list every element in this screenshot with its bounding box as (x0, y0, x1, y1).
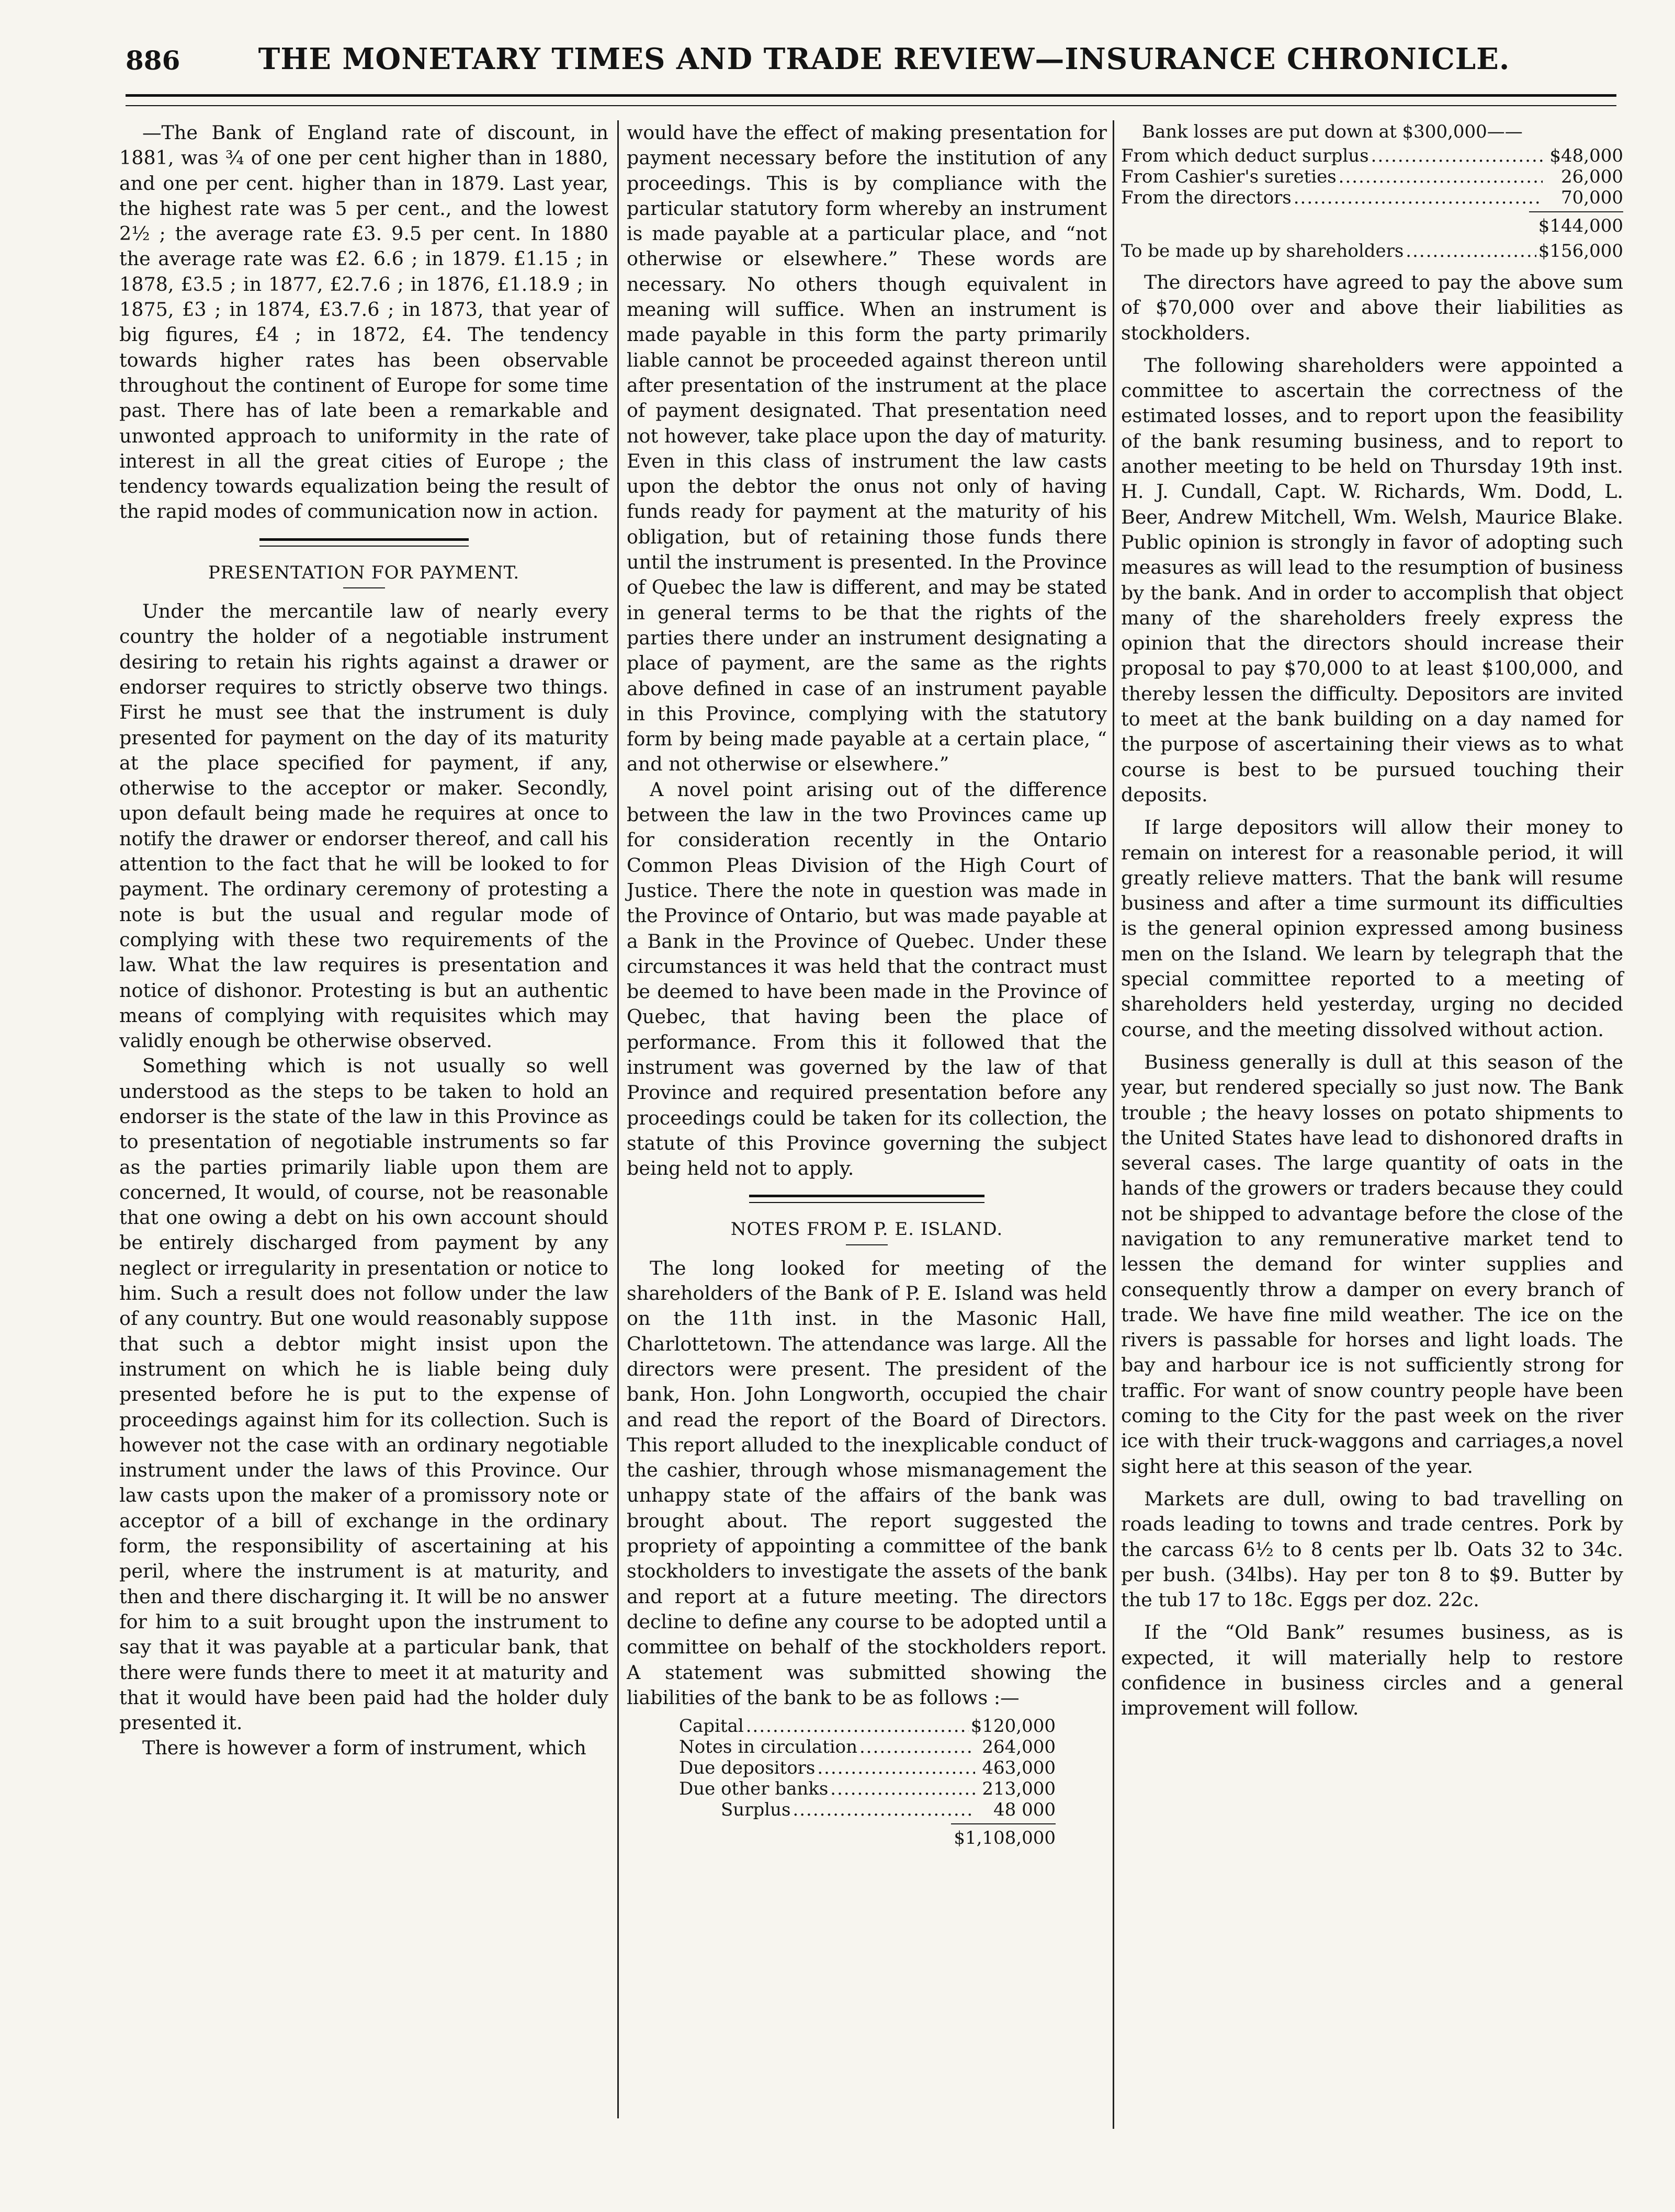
ledger-amount: $48,000 (1549, 145, 1623, 166)
ledger-label: From which deduct surplus (1121, 145, 1369, 166)
ledger-row (658, 1799, 1056, 1820)
ledger-amount: 463,000 (982, 1757, 1056, 1779)
liabilities-table (658, 1716, 1056, 1850)
ledger-label: Due depositors (679, 1757, 816, 1779)
ledger-row (658, 1716, 1056, 1737)
article-paragraph: A novel point arising out of the difference between the law in the two Provinces came up for consideration recently in the Ontario Common Pleas Division of the High Court of Justice. There the note in question was made in the Province of Ontario, but was made payable at a Bank in the Province of Quebec. Under these circumstances it was held that the contract must be deemed to have been made in the Province of Quebec, that having been the place of performance. From this it followed that the instrument was governed by the law of that Province and required presentation before any proceedings could be taken for its collection, the statute of this Province governing the subject being held not to apply. (627, 778, 1107, 1180)
heading-rule (343, 587, 385, 588)
ledger-label: Capital (679, 1716, 744, 1737)
article-paragraph: If the “Old Bank” resumes business, as is expected, it will materially help to restore confidence in business circles and a general improvement will follow. (1121, 1621, 1623, 1720)
ledger-amount: 70,000 (1561, 187, 1623, 208)
column-middle (627, 120, 1107, 1850)
article-paragraph: Something which is not usually so well understood as the steps to be taken to hold an endorser is the state of the law in this Province as to presentation of negotiable instruments so far as the parties primarily liable upon them are concerned, It would, of course, not be reasonable that one owing a debt on his own account should be entirely discharged from payment by any neglect or irregularity in presentation or notice to him. Such a result does not follow under the law of any country. But one would reasonably suppose that such a debtor might insist upon the instrument on which he is liable being duly presented before he is put to the expense of proceedings against him for its collection. Such is however not the case with an ordinary negotiable instrument under the laws of this Province. Our law casts upon the maker of a promissory note or acceptor of a bill of exchange in the ordinary form, the responsibility of ascertaining at his peril, where the instrument is at maturity, and then and there discharging it. It will be no answer for him to a suit brought upon the instrument to say that it was payable at a particular bank, that there were funds there to meet it at maturity and that it would have been paid had the holder duly presented it. (119, 1054, 608, 1734)
column-divider (1113, 120, 1114, 2129)
ledger-row (658, 1757, 1056, 1778)
section-heading: NOTES FROM P. E. ISLAND. (730, 1219, 1003, 1240)
ledger-label: From the directors (1121, 187, 1292, 208)
ledger-row (658, 1778, 1056, 1799)
article-paragraph: The long looked for meeting of the shareholders of the Bank of P. E. Island was held on the 11th inst. in the Masonic Hall, Charlottetown. The attendance was large. All the directors were present. The president of the bank, Hon. John Longworth, occupied the chair and read the report of the Board of Directors. This report alluded to the inexplicable conduct of the cashier, through whose mismanagement the unhappy state of the affairs of the bank was brought about. The report suggested the propriety of appointing a committee of the bank stockholders to investigate the assets of the bank and report at a future meeting. The directors decline to define any course to be adopted until a committee on behalf of the stockholders report. A statement was submitted showing the liabilities of the bank to be as follows :— (627, 1256, 1107, 1709)
page-header (126, 42, 1559, 99)
ledger-label: To be made up by shareholders (1121, 241, 1404, 262)
ledger-amount: $156,000 (1538, 241, 1623, 262)
section-rule (259, 538, 469, 547)
ledger-label: Surplus (721, 1799, 791, 1821)
column-right (1121, 120, 1623, 1721)
header-rule (126, 94, 1616, 106)
bank-of-england-paragraph: —The Bank of England rate of discount, in 1881, was ¾ of one per cent higher than in 1880, and one per cent. higher than in 1879. Last year, the highest rate was 5 per cent., and the lowest 2½ ; the average rate £3. 9.5 per cent. In 1880 the average rate was £2. 6.6 ; in 1879. £1.15 ; in 1878, £3.5 ; in 1877, £2.7.6 ; in 1876, £1.18.9 ; in 1875, £3 ; in 1874, £3.7.6 ; in 1873, that year of big figures, £4 ; in 1872, £4. The tendency towards higher rates has been observable throughout the continent of Europe for some time past. There has of late been a remarkable and unwonted approach to uniformity in the rate of interest in all the great cities of Europe ; the tendency towards equalization being the result of the rapid modes of communication now in action. (119, 121, 608, 523)
bank-losses-line: Bank losses are put down at $300,000—— (1142, 121, 1523, 142)
article-paragraph: The following shareholders were appointed a committee to ascertain the correctness of the estimated losses, and to report upon the feasibility of the bank resuming business, and to report to another meeting to be held on Thursday 19th inst. H. J. Cundall, Capt. W. Richards, Wm. Dodd, L. Beer, Andrew Mitchell, Wm. Welsh, Maurice Blake. Public opinion is strongly in favor of adopting such measures as will lead to the resumption of business by the bank. And in order to accomplish that object many of the shareholders freely express the opinion that the directors should increase their proposal to pay $70,000 to at least $100,000, and thereby lessen the difficulty. Depositors are invited to meet at the bank building on a day named for the purpose of ascertaining their views as to what course is best to be pursued touching their deposits. (1121, 354, 1623, 806)
section-rule (749, 1195, 984, 1203)
article-paragraph: The directors have agreed to pay the above sum of $70,000 over and above their liabilities as stockholders. (1121, 271, 1623, 344)
column-left (119, 120, 608, 1761)
liabilities-total: $1,108,000 (954, 1828, 1056, 1849)
deductions-total: $144,000 (1538, 215, 1623, 236)
sum-rule (951, 1823, 1056, 1824)
ledger-label: From Cashier's sureties (1121, 166, 1337, 187)
ledger-amount: 264,000 (982, 1737, 1056, 1758)
ledger-amount: $120,000 (970, 1716, 1056, 1737)
deductions-table (1121, 145, 1623, 262)
article-paragraph: There is however a form of instrument, which (142, 1737, 586, 1760)
article-paragraph: If large depositors will allow their money to remain on interest for a reasonable period, it will greatly relieve matters. That the bank will resume business and after a time surmount its difficulties is the general opinion expressed among business men on the Island. We learn by telegraph that the special committee reported to a meeting of shareholders held yesterday, urging no decided course, and the meeting dissolved without action. (1121, 816, 1623, 1041)
article-paragraph: Under the mercantile law of nearly every country the holder of a negotiable instrument desiring to retain his rights against a drawer or endorser requires to strictly observe two things. First he must see that the instrument is duly presented for payment on the day of its maturity at the place specified for payment, if any, otherwise to the acceptor or maker. Secondly, upon default being made he requires at once to notify the drawer or endorser thereof, and call his attention to the fact that he will be looked to for payment. The ordinary ceremony of protesting a note is but the usual and regular mode of complying with these two requirements of the law. What the law requires is presentation and notice of dishonor. Protesting is but an authentic means of complying with requisites which may validly enough be otherwise observed. (119, 600, 608, 1052)
page-number: 886 (126, 45, 180, 76)
ledger-row (1121, 241, 1623, 262)
ledger-row (658, 1737, 1056, 1757)
ledger-label: Notes in circulation (679, 1737, 857, 1758)
column-divider (617, 120, 619, 2118)
ledger-amount: 48 000 (993, 1799, 1056, 1821)
running-title: THE MONETARY TIMES AND TRADE REVIEW—INSURANCE CHRONICLE. (258, 42, 1510, 76)
article-paragraph: Markets are dull, owing to bad travelling on roads leading to towns and trade centres. Pork by the carcass 6½ to 8 cents per lb. Oats 32 to 34c. per bush. (34lbs). Hay per ton 8 to $9. Butter by the tub 17 to 18c. Eggs per doz. 22c. (1121, 1487, 1623, 1612)
sum-rule (1529, 211, 1623, 212)
ledger-label: Due other banks (679, 1778, 829, 1800)
ledger-amount: 213,000 (982, 1778, 1056, 1800)
article-paragraph: Business generally is dull at this season of the year, but rendered specially so just now. The Bank trouble ; the heavy losses on potato shipments to the United States have lead to dishonored drafts in several cases. The large quantity of oats in the hands of the growers or traders because they could not be shipped to advantage before the close of the navigation to any remunerative market tend to lessen the demand for winter supplies and consequently throw a damper on every branch of trade. We have fine mild weather. The ice on the rivers is passable for horses and light loads. The bay and harbour ice is not sufficiently strong for traffic. For want of snow country people have been coming to the City for the past week on the river ice with their truck-waggons and carriages,a novel sight here at this season of the year. (1121, 1050, 1623, 1478)
ledger-row (1121, 166, 1623, 187)
article-paragraph: would have the effect of making presentation for payment necessary before the institution of any proceedings. This is by compliance with the particular statutory form whereby an instrument is made payable at a particular place, and “not otherwise or elsewhere.” These words are necessary. No others though equivalent in meaning will suffice. When an instrument is made payable in this form the party primarily liable cannot be proceeded against thereon until after presentation of the instrument at the place of payment designated. That presentation need not however, take place upon the day of maturity. Even in this class of instrument the law casts upon the debtor the onus not only of having funds ready for payment at the maturity of his obligation, but of retaining those funds there until the instrument is presented. In the Province of Quebec the law is different, and may be stated in general terms to be that the rights of the parties there under an instrument designating a place of payment, are the same as the rights above defined in case of an instrument payable in this Province, complying with the statutory form by being made payable at a certain place, “ and not otherwise or elsewhere.” (627, 121, 1107, 776)
section-heading: PRESENTATION FOR PAYMENT. (208, 562, 520, 583)
heading-rule (846, 1244, 888, 1245)
ledger-row (1121, 187, 1623, 208)
ledger-amount: 26,000 (1561, 166, 1623, 187)
ledger-row (1121, 145, 1623, 166)
